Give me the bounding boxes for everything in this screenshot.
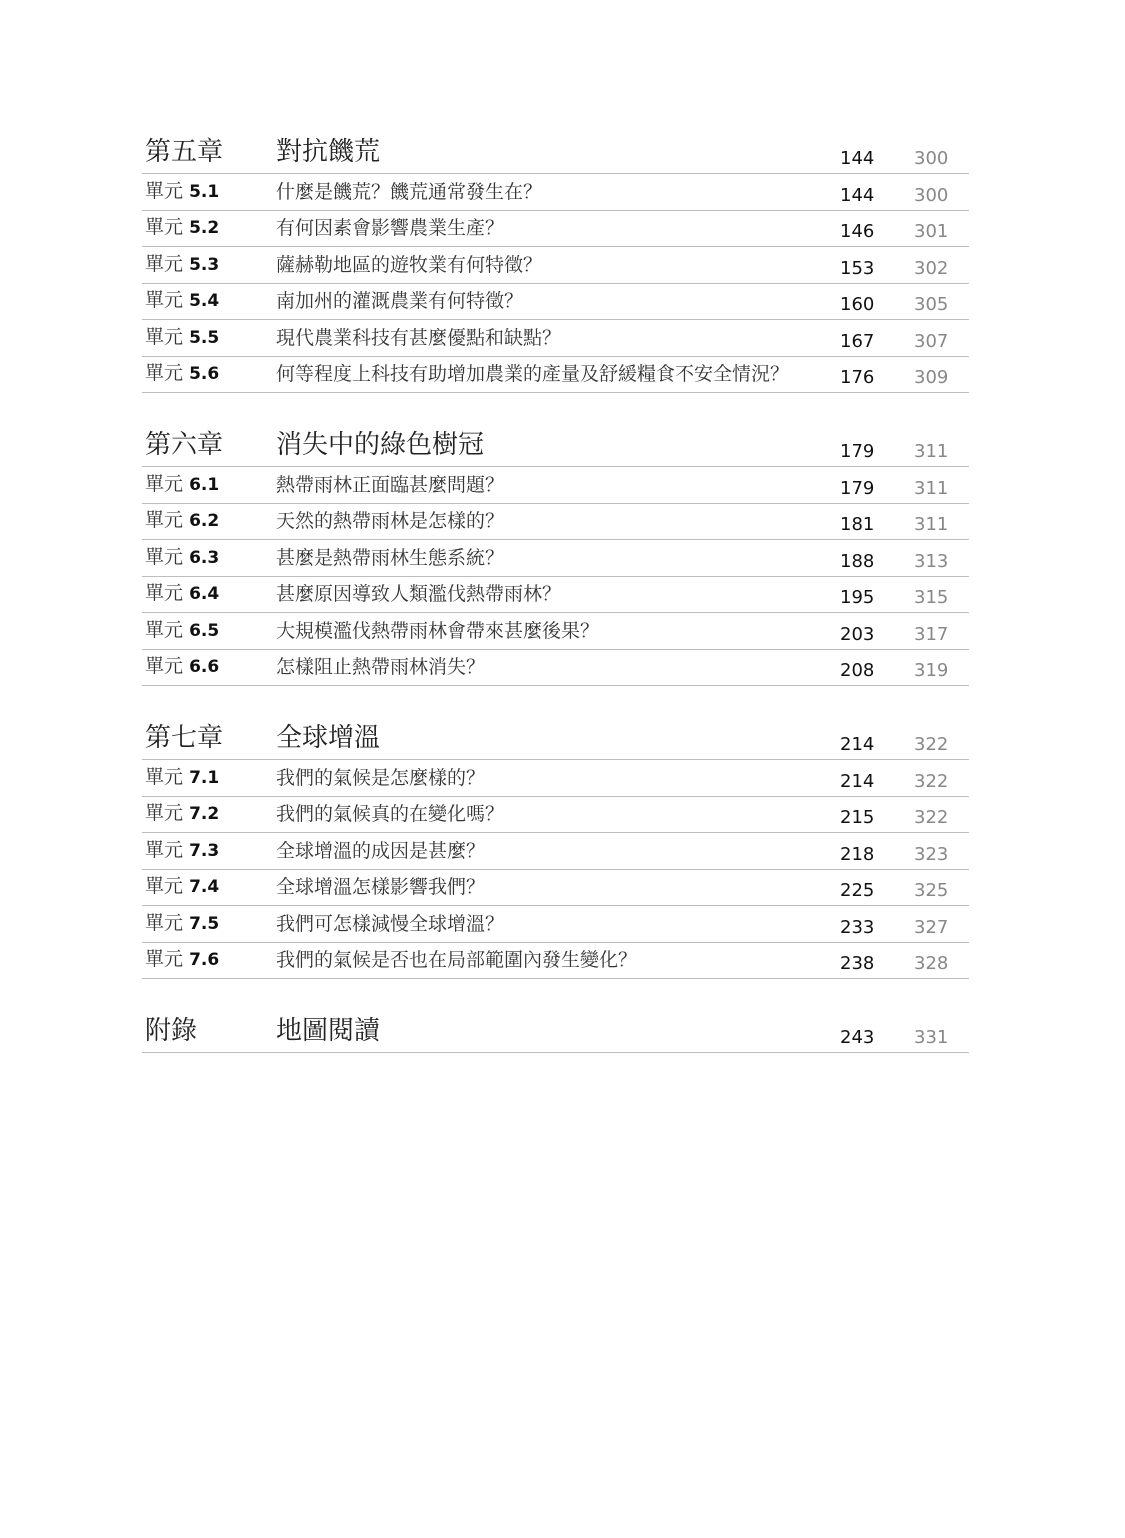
unit-page-a: 188 (840, 550, 875, 572)
unit-label (142, 875, 276, 906)
unit-number: 7.5 (189, 913, 220, 934)
unit-page-b: 327 (914, 916, 949, 938)
unit-prefix: 單元 (145, 179, 184, 202)
unit-label (142, 839, 276, 870)
unit-row (142, 833, 969, 870)
unit-page-b: 300 (914, 184, 949, 206)
unit-page-b: 325 (914, 880, 949, 901)
chapter-page-a: 214 (840, 734, 875, 755)
unit-number: 6.2 (189, 511, 220, 531)
unit-page-a: 238 (840, 953, 875, 974)
unit-number: 5.5 (189, 327, 220, 348)
unit-page-b: 309 (914, 367, 949, 388)
unit-prefix: 單元 (145, 252, 184, 275)
unit-label (142, 948, 276, 979)
unit-page-b: 311 (914, 477, 949, 499)
unit-label (142, 326, 276, 357)
unit-page-a: 214 (840, 770, 875, 792)
unit-title: 我們的氣候真的在變化嗎？ (276, 803, 505, 825)
unit-number: 5.2 (189, 218, 220, 238)
chapter-heading (142, 1007, 969, 1053)
unit-prefix: 單元 (145, 325, 184, 348)
unit-number: 7.2 (189, 804, 220, 824)
unit-title: 什麼是饑荒？饑荒通常發生在？ (276, 180, 543, 203)
unit-page-a: 195 (840, 587, 875, 608)
chapter-title: 地圖閱讀 (276, 1016, 381, 1046)
unit-prefix: 單元 (145, 655, 184, 677)
chapter-block (142, 421, 969, 686)
unit-label (142, 912, 276, 943)
unit-row (142, 357, 969, 394)
chapter-block (142, 1007, 969, 1053)
unit-prefix: 單元 (145, 545, 184, 568)
unit-prefix: 單元 (145, 948, 184, 970)
chapter-label: 附錄 (145, 1016, 198, 1046)
unit-title: 薩赫勒地區的遊牧業有何特徵？ (276, 253, 543, 276)
chapter-heading (142, 421, 969, 467)
unit-page-a: 167 (840, 330, 875, 352)
unit-row (142, 797, 969, 834)
unit-number: 5.4 (189, 291, 220, 311)
unit-prefix: 單元 (145, 289, 184, 311)
unit-row (142, 247, 969, 284)
unit-row (142, 943, 969, 980)
chapter-page-a: 144 (840, 148, 875, 169)
chapter-page-b: 300 (914, 148, 949, 169)
unit-title: 現代農業科技有甚麼優點和缺點？ (276, 326, 562, 349)
unit-prefix: 單元 (145, 582, 184, 604)
unit-title: 怎樣阻止熱帶雨林消失？ (276, 656, 486, 678)
unit-title: 何等程度上科技有助增加農業的產量及舒緩糧食不安全情況？ (276, 363, 790, 385)
chapter-page-a: 179 (840, 441, 875, 462)
unit-page-b: 317 (914, 623, 949, 645)
unit-page-a: 218 (840, 843, 875, 865)
unit-row (142, 540, 969, 577)
unit-row (142, 174, 969, 211)
unit-page-a: 215 (840, 807, 875, 828)
unit-number: 6.1 (189, 474, 220, 495)
unit-page-a: 176 (840, 367, 875, 388)
unit-page-b: 315 (914, 587, 949, 608)
chapter-label: 第五章 (145, 137, 224, 167)
unit-page-b: 311 (914, 514, 949, 535)
unit-prefix: 單元 (145, 765, 184, 788)
unit-page-a: 160 (840, 294, 875, 315)
chapter-page-b: 322 (914, 734, 949, 755)
chapter-title: 消失中的綠色樹冠 (276, 430, 485, 460)
unit-title: 大規模濫伐熱帶雨林會帶來甚麼後果？ (276, 619, 600, 642)
chapter-block (142, 714, 969, 979)
unit-row (142, 467, 969, 504)
chapter-block (142, 128, 969, 393)
unit-number: 6.4 (189, 584, 220, 604)
unit-number: 6.6 (189, 657, 220, 677)
unit-row (142, 760, 969, 797)
unit-page-b: 322 (914, 770, 949, 792)
unit-page-a: 146 (840, 221, 875, 242)
unit-page-a: 153 (840, 257, 875, 279)
unit-label (142, 546, 276, 577)
unit-prefix: 單元 (145, 875, 184, 897)
unit-page-b: 319 (914, 660, 949, 681)
unit-page-a: 233 (840, 916, 875, 938)
unit-title: 全球增溫的成因是甚麼？ (276, 839, 486, 862)
unit-title: 有何因素會影響農業生產？ (276, 217, 505, 239)
unit-row (142, 870, 969, 907)
unit-page-a: 225 (840, 880, 875, 901)
unit-label (142, 766, 276, 797)
unit-title: 我們的氣候是否也在局部範圍內發生變化？ (276, 949, 638, 971)
unit-row (142, 613, 969, 650)
unit-page-a: 203 (840, 623, 875, 645)
unit-label (142, 216, 276, 247)
unit-number: 6.5 (189, 620, 220, 641)
unit-label (142, 362, 276, 393)
unit-title: 天然的熱帶雨林是怎樣的？ (276, 510, 505, 532)
unit-number: 7.1 (189, 767, 220, 788)
unit-row (142, 320, 969, 357)
unit-row (142, 504, 969, 541)
unit-number: 7.6 (189, 950, 220, 970)
chapter-page-b: 331 (914, 1027, 949, 1048)
unit-row (142, 577, 969, 614)
unit-prefix: 單元 (145, 216, 184, 238)
chapter-label: 第六章 (145, 430, 224, 460)
unit-title: 我們的氣候是怎麼樣的？ (276, 766, 486, 789)
unit-number: 5.1 (189, 181, 220, 202)
unit-page-b: 307 (914, 330, 949, 352)
chapter-heading (142, 714, 969, 760)
unit-label (142, 655, 276, 686)
unit-label (142, 582, 276, 613)
table-of-contents (142, 128, 969, 1081)
unit-label (142, 802, 276, 833)
unit-number: 5.3 (189, 254, 220, 275)
unit-page-b: 328 (914, 953, 949, 974)
chapter-page-b: 311 (914, 441, 949, 462)
chapter-title: 全球增溫 (276, 723, 381, 753)
unit-label (142, 180, 276, 211)
chapter-label: 第七章 (145, 723, 224, 753)
unit-number: 7.4 (189, 877, 220, 897)
unit-page-a: 144 (840, 184, 875, 206)
unit-row (142, 284, 969, 321)
unit-label (142, 253, 276, 284)
chapter-title: 對抗饑荒 (276, 137, 381, 167)
unit-row (142, 906, 969, 943)
unit-title: 甚麼是熱帶雨林生態系統？ (276, 546, 505, 569)
unit-title: 我們可怎樣減慢全球增溫？ (276, 912, 505, 935)
unit-label (142, 473, 276, 504)
unit-title: 甚麼原因導致人類濫伐熱帶雨林？ (276, 583, 562, 605)
unit-label (142, 289, 276, 320)
unit-prefix: 單元 (145, 362, 184, 384)
chapter-page-a: 243 (840, 1027, 875, 1048)
chapter-heading (142, 128, 969, 174)
unit-title: 全球增溫怎樣影響我們？ (276, 876, 486, 898)
unit-page-a: 208 (840, 660, 875, 681)
unit-prefix: 單元 (145, 618, 184, 641)
unit-label (142, 509, 276, 540)
unit-prefix: 單元 (145, 802, 184, 824)
unit-label (142, 619, 276, 650)
unit-page-b: 313 (914, 550, 949, 572)
unit-page-b: 305 (914, 294, 949, 315)
unit-page-a: 181 (840, 514, 875, 535)
unit-page-b: 323 (914, 843, 949, 865)
unit-prefix: 單元 (145, 472, 184, 495)
unit-row (142, 650, 969, 687)
unit-prefix: 單元 (145, 838, 184, 861)
unit-number: 7.3 (189, 840, 220, 861)
unit-number: 6.3 (189, 547, 220, 568)
unit-prefix: 單元 (145, 911, 184, 934)
unit-number: 5.6 (189, 364, 220, 384)
unit-page-b: 302 (914, 257, 949, 279)
unit-page-b: 322 (914, 807, 949, 828)
unit-page-b: 301 (914, 221, 949, 242)
unit-title: 熱帶雨林正面臨甚麼問題？ (276, 473, 505, 496)
unit-title: 南加州的灌溉農業有何特徵？ (276, 290, 524, 312)
unit-prefix: 單元 (145, 509, 184, 531)
unit-page-a: 179 (840, 477, 875, 499)
unit-row (142, 211, 969, 248)
